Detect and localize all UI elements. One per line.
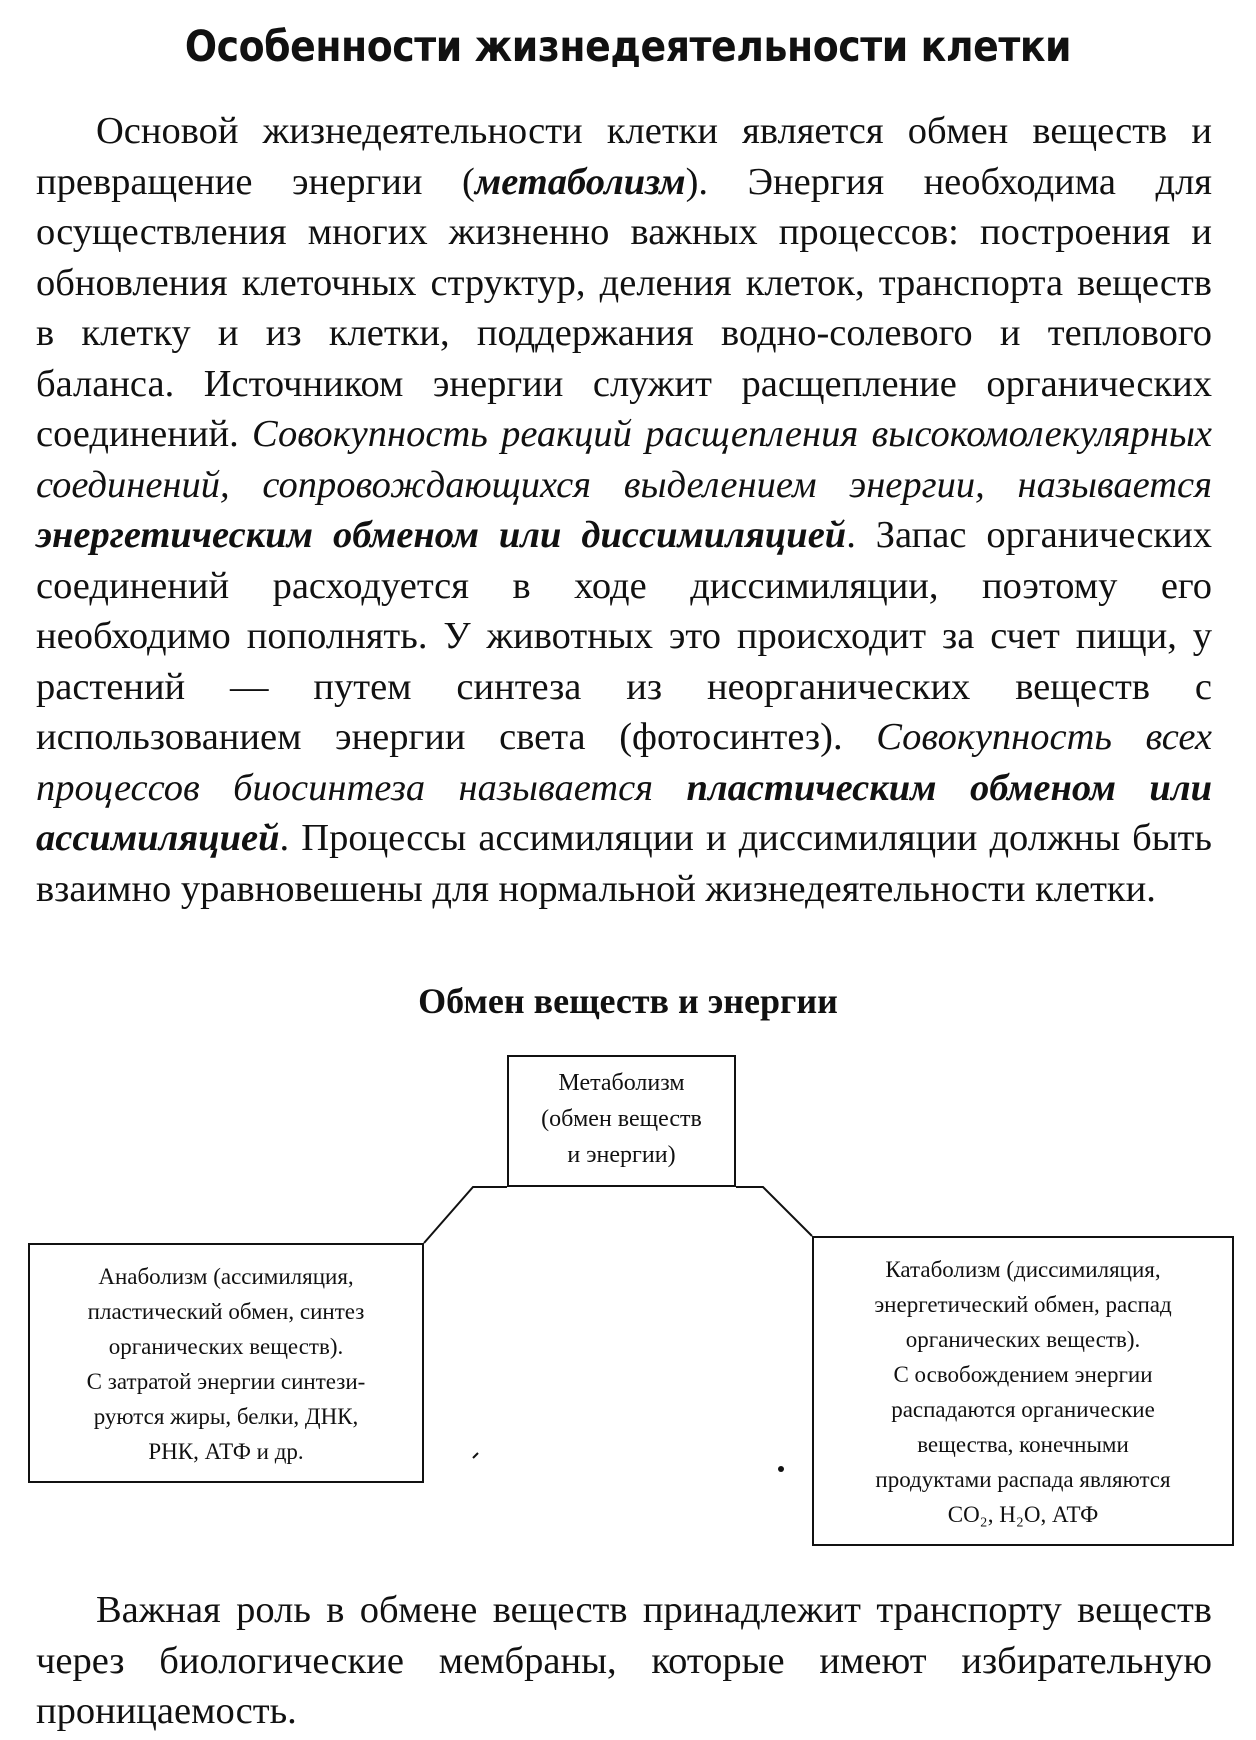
- stray-dot: [778, 1466, 784, 1472]
- box-line: С освобождением энергии: [893, 1362, 1153, 1387]
- box-line: органических веществ).: [905, 1327, 1141, 1352]
- box-line: вещества, конечными: [917, 1432, 1129, 1457]
- page-title: Особенности жизнедеятельности клетки: [184, 22, 1072, 72]
- box-line: органических веществ).: [108, 1334, 344, 1359]
- connector-left: [424, 1187, 507, 1243]
- box-line: пластический обмен, синтез: [87, 1299, 365, 1324]
- stray-mark: [473, 1453, 478, 1458]
- box-line: РНК, АТФ и др.: [148, 1439, 304, 1464]
- anabolism-box: [28, 1243, 424, 1483]
- text-run: ). Энергия необходима для осуществления многих жизненно важных процессов: построения и обновления клеточных структур, деления клеток, транспорта веществ в клетку и из клетки, поддержания водно-солевого и теплового баланса. Источником энергии служит расщепление органических соединений.: [36, 160, 1212, 455]
- definition-assimilation: Совокупность всех процессов биосинтеза называется: [36, 716, 1212, 809]
- term-dissimilation: энергетическим обменом или диссимиляцией: [36, 514, 847, 556]
- text-run: . Запас органических соединений расходуется в ходе диссимиляции, поэтому его необходимо пополнять. У животных это происходит за счет пищи, у растений — путем синтеза из неорганических веществ с использованием энергии света (фотосинтез).: [36, 514, 1212, 758]
- term-assimilation: пластическим обменом или ассимиляцией: [36, 766, 1212, 859]
- intro-paragraph: [36, 106, 1212, 914]
- closing-paragraph: [36, 1585, 1212, 1737]
- text-run: Основой жизнедеятельности клетки является обмен веществ и превращение энергии (: [36, 110, 1212, 203]
- text-run: . Процессы ассимиляции и диссимиляции должны быть взаимно уравновешены для нормальной жизнедеятельности клетки.: [36, 817, 1212, 910]
- box-line: Катаболизм (диссимиляция,: [885, 1257, 1161, 1282]
- box-line: CO₂, H₂O, АТФ: [947, 1502, 1099, 1527]
- box-line: Анаболизм (ассимиляция,: [98, 1264, 354, 1289]
- box-line: Метаболизм: [558, 1070, 685, 1096]
- box-line: энергетический обмен, распад: [874, 1292, 1172, 1317]
- term-metabolism: метаболизм: [474, 160, 686, 203]
- box-line: и энергии): [567, 1142, 676, 1168]
- connector-right: [736, 1187, 812, 1236]
- box-line: руются жиры, белки, ДНК,: [93, 1404, 359, 1429]
- metabolism-box: [507, 1055, 736, 1187]
- box-line: С затратой энергии синтези-: [86, 1369, 366, 1394]
- definition-dissimilation: Совокупность реакций расщепления высокомолекулярных соединений, сопровождающихся выделением энергии, называется: [36, 413, 1212, 506]
- closing-paragraph-text: Важная роль в обмене веществ принадлежит транспорту веществ через биологические мембраны, которые имеют избирательную проницаемость.: [36, 1589, 1212, 1732]
- box-line: продуктами распада являются: [875, 1467, 1171, 1492]
- box-line: распадаются органические: [891, 1397, 1155, 1422]
- box-line: (обмен веществ: [541, 1106, 702, 1132]
- catabolism-box: [812, 1236, 1234, 1546]
- diagram-title: Обмен веществ и энергии: [418, 981, 838, 1021]
